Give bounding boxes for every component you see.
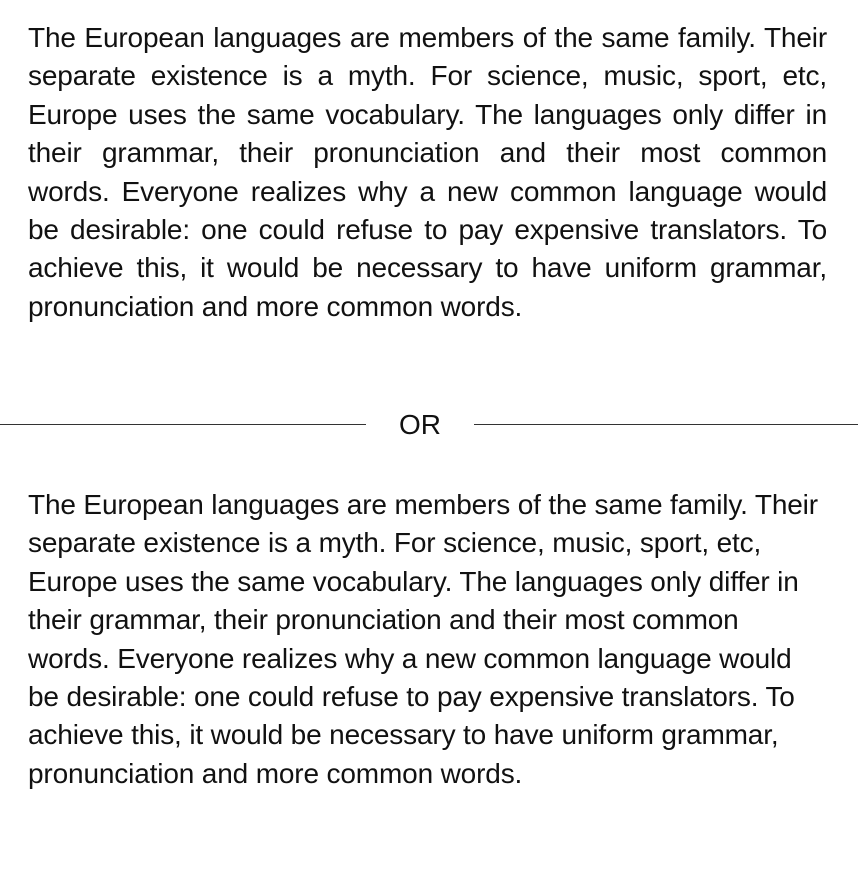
divider-line-left	[0, 424, 366, 425]
divider-line-right	[474, 424, 858, 425]
justified-paragraph: The European languages are members of the same family. Their separate existence is a myth. For science, music, sport, etc, Europe uses the same vocabulary. The languages only differ in their grammar, their pronunciation and their most common words. Everyone realizes why a new common language would be desirable: one could refuse to pay expensive translators. To achieve this, it would be necessary to have uniform grammar, pronunciation and more common words.	[28, 22, 827, 322]
or-divider	[0, 405, 858, 445]
left-aligned-paragraph: The European languages are members of the same family. Their separate existence is a myth. For science, music, sport, etc, Europe uses the same vocabulary. The languages only differ in their grammar, their pronunciation and their most common words. Everyone realizes why a new common language would be desirable: one could refuse to pay expensive translators. To achieve this, it would be necessary to have uniform grammar, pronunciation and more common words.	[28, 489, 818, 789]
divider-label: OR	[399, 409, 441, 440]
